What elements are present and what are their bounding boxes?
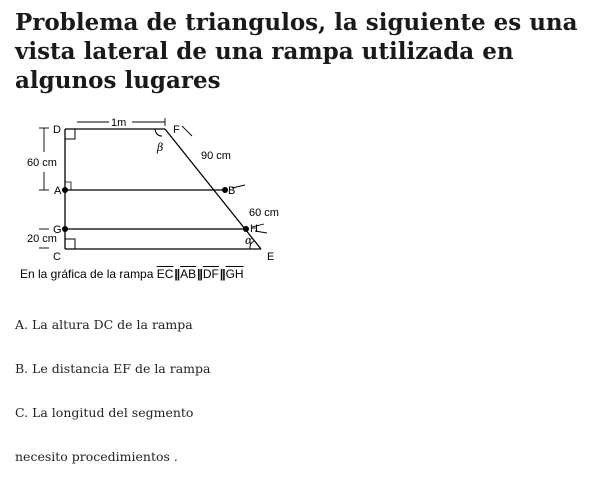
label-f: F [173,124,180,136]
point-a [62,187,68,193]
question-c: C. La longitud del segmento [15,405,194,420]
label-top-length: 1m [111,117,127,129]
label-a: A [54,185,62,197]
label-b: B [228,185,236,197]
right-angle-c [65,239,75,249]
label-height-lower: 20 cm [27,233,57,245]
caption-segment-gh: $\overline{GH}$ [225,267,244,281]
label-slant-lower: 60 cm [249,207,279,219]
question-title: Problema de triangulos, la siguiente es una vista lateral de una rampa utilizada en algunos lugares [15,9,578,94]
beta-arc [155,129,162,136]
caption-segment-ec: $\overline{EC}$ [156,267,174,281]
label-c: C [53,251,61,263]
label-slant-upper: 90 cm [201,150,231,162]
point-g [62,226,68,232]
ramp-diagram [14,112,314,272]
caption-prefix: En la gráfica de la rampa [20,267,157,281]
label-height-upper: 60 cm [27,157,57,169]
procedures-note: necesito procedimientos . [15,449,178,464]
parallel-symbol: || [174,267,180,281]
label-e: E [267,251,275,263]
ramp-figure [14,112,314,292]
label-h: H [250,223,258,235]
right-angle-d [65,129,75,139]
figure-caption [20,267,244,281]
caption-segment-ab: $\overline{AB}$ [180,267,197,281]
label-beta: β [157,141,164,154]
question-a: A. La altura DC de la rampa [15,317,193,332]
caption-segment-df: $\overline{DF}$ [202,267,219,281]
dim-slant-f [182,126,192,136]
parallel-symbol: || [197,267,202,281]
label-alpha: α [245,234,253,247]
point-h [243,226,249,232]
parallel-symbol: || [219,267,225,281]
question-b: B. Le distancia EF de la rampa [15,361,211,376]
label-g: G [53,224,62,236]
label-d: D [53,124,61,136]
